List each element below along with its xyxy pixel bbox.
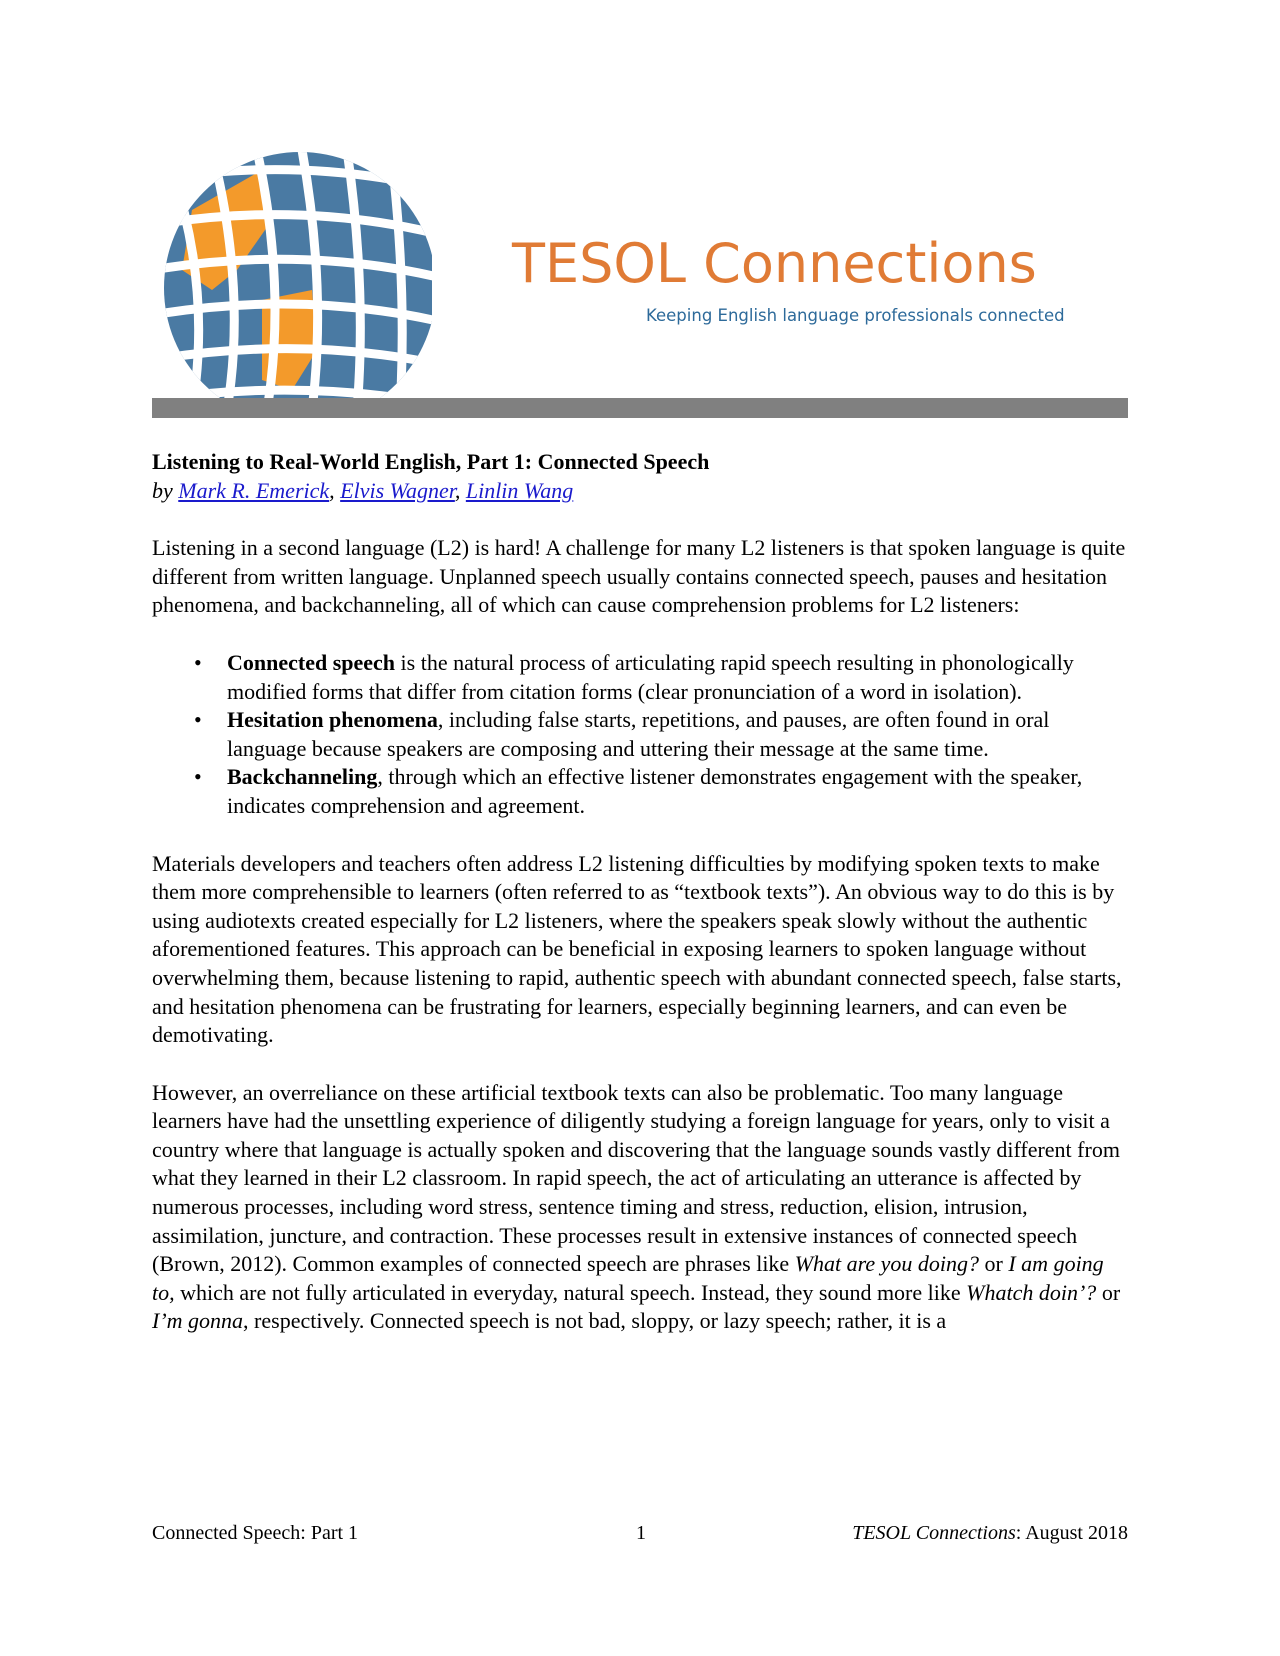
intro-paragraph: Listening in a second language (L2) is hard! A challenge for many L2 listeners is that spoken language is quite different from written language. Unplanned speech usually contains connected speech, pauses and hesitation phenomena, and backchanneling, all of which can cause comprehension problems for L2 listeners: <box>152 535 1126 618</box>
footer-left: Connected Speech: Part 1 <box>152 1522 359 1544</box>
article-title: Listening to Real-World English, Part 1: Connected Speech <box>152 449 710 474</box>
bullet-text: , including false starts, repetitions, and pauses, are often found in oral language because speakers are composing and uttering their message at the same time. <box>227 707 1050 761</box>
brand-tagline: Keeping English language professionals connected <box>646 306 1065 325</box>
bullet-term: Backchanneling <box>227 764 378 790</box>
overreliance-paragraph: However, an overreliance on these artificial textbook texts can also be problematic. Too many language learners have had the unsettling experience of diligently studying a foreign language for years, only to visit a country where that language is actually spoken and discovering that the language sounds vastly different from what they learned in their L2 classroom. In rapid speech, the act of articulating an utterance is affected by numerous processes, including word stress, sentence timing and stress, reduction, elision, intrusion, assimilation, juncture, and contraction. These processes result in extensive instances of connected speech (Brown, 2012). Common examples of connected speech are phrases like What are you doing? or I am going to, which are not fully articulated in everyday, natural speech. Instead, they sound more like Whatch doin’? or I’m gonna, respectively. Connected speech is not bad, sloppy, or lazy speech; rather, it is a <box>152 1079 1121 1334</box>
article-body <box>152 448 1128 1365</box>
example-phrase: I’m gonna <box>152 1308 244 1334</box>
bullet-icon: • <box>194 649 202 675</box>
bullet-icon: • <box>194 764 202 790</box>
list-item <box>152 763 1128 820</box>
publication-date: : August 2018 <box>1015 1522 1128 1544</box>
feature-list <box>152 649 1128 821</box>
article-heading <box>152 448 1128 505</box>
list-item <box>152 649 1128 706</box>
footer-right <box>852 1522 1128 1545</box>
bullet-icon: • <box>194 707 202 733</box>
example-phrase: What are you doing? <box>794 1251 980 1277</box>
list-item <box>152 706 1128 763</box>
page-number: 1 <box>636 1522 646 1544</box>
bullet-text: , through which an effective listener demonstrates engagement with the speaker, indicates comprehension and agreement. <box>227 764 1083 818</box>
author-link-3[interactable]: Linlin Wang <box>465 477 574 503</box>
byline: by Mark R. Emerick, Elvis Wagner, Linlin Wang <box>152 477 574 503</box>
bullet-text: is the natural process of articulating rapid speech resulting in phonologically modified forms that differ from citation forms (clear pronunciation of a word in isolation). <box>227 649 1074 704</box>
bullet-term: Connected speech <box>227 649 396 675</box>
author-link-2[interactable]: Elvis Wagner <box>340 477 455 503</box>
example-phrase: I am going to, <box>152 1251 1104 1305</box>
header-divider <box>152 398 1128 418</box>
example-phrase: Whatch doin’? <box>966 1279 1097 1305</box>
publication-name: TESOL Connections <box>852 1522 1016 1544</box>
author-link-1[interactable]: Mark R. Emerick <box>178 477 330 503</box>
globe-logo-icon <box>152 150 432 400</box>
materials-paragraph: Materials developers and teachers often address L2 listening difficulties by modifying spoken texts to make them more comprehensible to learners (often referred to as “textbook texts”). An obvious way to do this is by using audiotexts created especially for L2 listeners, where the speakers speak slowly without the authentic aforementioned features. This approach can be beneficial in exposing learners to spoken language without overwhelming them, because listening to rapid, authentic speech with abundant connected speech, false starts, and hesitation phenomena can be frustrating for learners, especially beginning learners, and can even be demotivating. <box>152 850 1122 1048</box>
bullet-term: Hesitation phenomena <box>227 707 438 733</box>
byline-prefix: by <box>152 477 173 503</box>
brand-name: TESOL Connections <box>512 232 1037 295</box>
